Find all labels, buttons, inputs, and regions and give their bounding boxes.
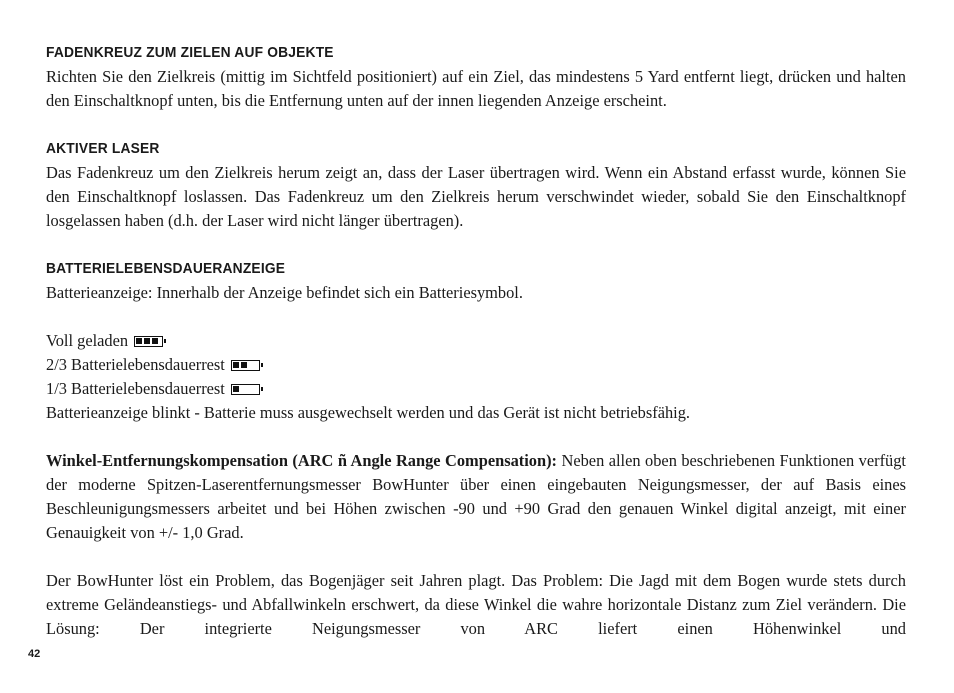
battery-intro: Batterieanzeige: Innerhalb der Anzeige befindet sich ein Batteriesymbol. — [46, 283, 523, 302]
battery-one-third-icon — [231, 384, 260, 395]
manual-page — [46, 41, 906, 641]
spacer — [46, 305, 906, 329]
battery-level-full — [46, 329, 906, 353]
laser-body: Das Fadenkreuz um den Zielkreis herum zeigt an, dass der Laser übertragen wird. Wenn ein Abstand erfasst wurde, können Sie den Einschaltknopf loslassen. Das Fadenkreuz um den Zielkreis herum verschwindet wieder, sobald Sie den Einschaltknopf losgelassen haben (d.h. der Laser wird nicht länger übertragen). — [46, 163, 906, 230]
bowhunter-paragraph: Der BowHunter löst ein Problem, das Bogenjäger seit Jahren plagt. Das Problem: Die Jagd mit dem Bogen wurde stets durch extreme Geländeanstiegs- und Abfallwinkeln erschwert, da diese Winkel die wahre horizontale Distanz zum Ziel verändern. Die Lösung: Der integrierte Neigungsmesser von ARC liefert einen Höhenwinkel und — [46, 571, 906, 638]
battery-two-thirds-icon — [231, 360, 260, 371]
spacer — [46, 545, 906, 569]
battery-level-label: 1/3 Batterielebensdauerrest — [46, 379, 225, 398]
page-number: 42 — [28, 648, 41, 660]
crosshair-body: Richten Sie den Zielkreis (mittig im Sichtfeld positioniert) auf ein Ziel, das mindestens 5 Yard entfernt liegt, drücken und halten den Einschaltknopf unten, bis die Entfernung unten auf der innen liegenden Anzeige erscheint. — [46, 67, 906, 110]
battery-blink-note: Batterieanzeige blinkt - Batterie muss ausgewechselt werden und das Gerät ist nicht betriebsfähig. — [46, 403, 691, 422]
spacer — [46, 113, 906, 137]
crosshair-heading: FADENKREUZ ZUM ZIELEN AUF OBJEKTE — [46, 44, 334, 61]
battery-level-label: 2/3 Batterielebensdauerrest — [46, 355, 225, 374]
battery-heading: BATTERIELEBENSDAUERANZEIGE — [46, 260, 286, 277]
arc-paragraph — [46, 449, 906, 545]
battery-full-icon — [134, 336, 163, 347]
arc-bold-lead: Winkel-Entfernungskompensation (ARC ñ Angle Range Compensation): — [46, 451, 558, 470]
arc-body: Neben allen oben beschriebenen Funktionen verfügt der moderne Spitzen-Laserentfernungsmesser BowHunter über einen eingebauten Neigungsmesser, der auf Basis eines Beschleunigungsmessers arbeitet und bei Höhen zwischen -90 und +90 Grad den genauen Winkel digital anzeigt, mit einer Genauigkeit von +/- 1,0 Grad. — [46, 451, 906, 542]
spacer — [46, 425, 906, 449]
battery-level-one-third — [46, 377, 906, 401]
laser-heading: AKTIVER LASER — [46, 140, 160, 157]
battery-level-two-thirds — [46, 353, 906, 377]
spacer — [46, 233, 906, 257]
battery-level-label: Voll geladen — [46, 331, 129, 350]
